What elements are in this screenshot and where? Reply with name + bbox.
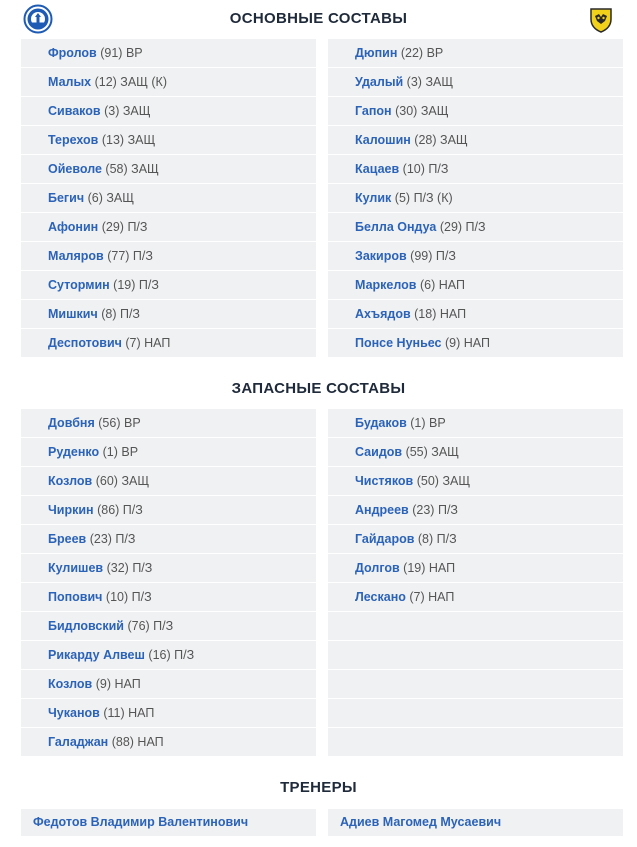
player-name-link[interactable]: Козлов	[48, 677, 93, 691]
player-number: (3)	[406, 75, 422, 89]
player-position: П/З	[115, 532, 136, 546]
player-number: (56)	[98, 416, 121, 430]
player-position: П/З	[132, 561, 153, 575]
player-position: П/З	[122, 503, 143, 517]
player-position: НАП	[428, 561, 456, 575]
player-position: НАП	[439, 307, 467, 321]
player-number: (11)	[103, 706, 125, 720]
player-name-link[interactable]: Попович	[48, 590, 103, 604]
player-position: ЗАЩ	[131, 162, 159, 176]
player-row	[328, 68, 623, 97]
player-name-link[interactable]: Деспотович	[48, 336, 122, 350]
player-name-link[interactable]: Чиркин	[48, 503, 94, 517]
player-name-link[interactable]: Закиров	[355, 249, 407, 263]
player-number: (28)	[414, 133, 437, 147]
player-number: (30)	[395, 104, 418, 118]
player-row	[328, 271, 623, 300]
away-starters-list	[328, 39, 623, 358]
player-name-link[interactable]: Кулишев	[48, 561, 104, 575]
player-number: (3)	[104, 104, 120, 118]
player-position: ЗАЩ	[431, 445, 459, 459]
player-name-link[interactable]: Сиваков	[48, 104, 101, 118]
player-name-link[interactable]: Кулик	[355, 191, 392, 205]
player-number: (58)	[105, 162, 128, 176]
player-number: (6)	[87, 191, 103, 205]
player-number: (8)	[101, 307, 117, 321]
player-number: (10)	[402, 162, 425, 176]
player-row	[21, 329, 316, 358]
player-name-link[interactable]: Сутормин	[48, 278, 110, 292]
player-name-link[interactable]: Долгов	[355, 561, 400, 575]
empty-row	[328, 612, 623, 641]
player-number: (1)	[102, 445, 118, 459]
player-row	[21, 242, 316, 271]
player-row	[21, 583, 316, 612]
player-number: (86)	[97, 503, 120, 517]
player-number: (77)	[107, 249, 130, 263]
player-position: П/З	[127, 220, 148, 234]
player-position: ЗАЩ	[442, 474, 471, 488]
player-row	[328, 300, 623, 329]
player-row	[21, 155, 316, 184]
player-position: П/З	[132, 249, 153, 263]
player-name-link[interactable]: Андреев	[355, 503, 409, 517]
player-row	[21, 467, 316, 496]
player-name-link[interactable]: Козлов	[48, 474, 93, 488]
player-name-link[interactable]: Мишкич	[48, 307, 98, 321]
player-number: (1)	[410, 416, 426, 430]
player-name-link[interactable]: Терехов	[48, 133, 99, 147]
empty-row	[328, 699, 623, 728]
player-name-link[interactable]: Саидов	[355, 445, 403, 459]
player-row	[21, 97, 316, 126]
player-number: (18)	[414, 307, 437, 321]
player-name-link[interactable]: Фролов	[48, 46, 97, 60]
player-number: (12)	[94, 75, 117, 89]
player-number: (5)	[394, 191, 411, 205]
player-name-link[interactable]: Лескано	[355, 590, 406, 604]
player-number: (29)	[439, 220, 463, 234]
player-row	[21, 612, 316, 641]
player-name-link[interactable]: Довбня	[48, 416, 95, 430]
player-name-link[interactable]: Маляров	[48, 249, 104, 263]
player-name-link[interactable]: Маркелов	[355, 278, 417, 292]
player-position: П/З	[465, 220, 486, 234]
away-subs-list	[328, 409, 623, 757]
player-position: ЗАЩ	[127, 133, 156, 147]
empty-row	[328, 670, 623, 699]
player-number: (10)	[105, 590, 129, 604]
player-name-link[interactable]: Гапон	[355, 104, 392, 118]
subs-section-title: ЗАПАСНЫЕ СОСТАВЫ	[231, 380, 406, 397]
player-row	[328, 184, 623, 213]
player-row	[21, 213, 316, 242]
player-row	[21, 496, 316, 525]
player-name-link[interactable]: Малых	[48, 75, 92, 89]
player-row	[21, 68, 316, 97]
player-number: (13)	[101, 133, 125, 147]
player-name-link[interactable]: Галаджан	[48, 735, 109, 749]
player-row	[21, 670, 316, 699]
player-position: ВР	[426, 46, 444, 60]
player-number: (22)	[400, 46, 424, 60]
player-row	[21, 409, 316, 438]
player-name-link[interactable]: Будаков	[355, 416, 407, 430]
player-row	[21, 728, 316, 757]
player-row	[21, 525, 316, 554]
player-position: П/З	[435, 249, 456, 263]
player-position: ВР	[121, 445, 139, 459]
coaches-section-title: ТРЕНЕРЫ	[280, 779, 357, 796]
player-row	[328, 409, 623, 438]
player-name-link[interactable]: Гайдаров	[355, 532, 415, 546]
player-name-link[interactable]: Бегич	[48, 191, 85, 205]
player-number: (32)	[106, 561, 129, 575]
player-number: (7)	[125, 336, 141, 350]
player-row	[21, 554, 316, 583]
player-row	[328, 554, 623, 583]
player-number: (23)	[412, 503, 435, 517]
player-name-link[interactable]: Понсе Нуньес	[355, 336, 442, 350]
player-name-link[interactable]: Дюпин	[355, 46, 398, 60]
player-row	[328, 126, 623, 155]
player-position: ВР	[123, 416, 141, 430]
player-name-link[interactable]: Руденко	[48, 445, 100, 459]
player-row	[328, 467, 623, 496]
home-coach-link[interactable]: Федотов Владимир Валентинович	[21, 809, 316, 836]
player-position: ЗАЩ	[440, 133, 468, 147]
player-number: (99)	[410, 249, 433, 263]
player-position: ЗАЩ	[425, 75, 454, 89]
player-position: НАП	[438, 278, 465, 292]
player-name-link[interactable]: Чуканов	[48, 706, 100, 720]
player-row	[328, 39, 623, 68]
player-number: (76)	[127, 619, 150, 633]
home-starters-list	[21, 39, 316, 358]
player-position: НАП	[128, 706, 155, 720]
player-row	[21, 300, 316, 329]
player-row	[328, 97, 623, 126]
player-name-link[interactable]: Ахъядов	[355, 307, 411, 321]
player-row	[328, 242, 623, 271]
player-position: П/З	[119, 307, 140, 321]
player-position: НАП	[428, 590, 455, 604]
player-row	[21, 699, 316, 728]
player-name-link[interactable]: Бидловский	[48, 619, 124, 633]
player-position: ВР	[125, 46, 143, 60]
player-row	[328, 496, 623, 525]
player-number: (9)	[95, 677, 112, 691]
player-number: (50)	[416, 474, 439, 488]
player-number: (23)	[89, 532, 112, 546]
player-position: П/З	[428, 162, 449, 176]
player-name-link[interactable]: Афонин	[48, 220, 99, 234]
player-name-link[interactable]: Ойеволе	[48, 162, 102, 176]
away-coach-link[interactable]: Адиев Магомед Мусаевич	[328, 809, 623, 836]
player-position: НАП	[144, 336, 171, 350]
player-row	[21, 39, 316, 68]
player-position: П/З	[174, 648, 195, 662]
player-number: (19)	[113, 278, 136, 292]
player-number: (29)	[101, 220, 124, 234]
player-position: П/З (К)	[413, 191, 453, 205]
player-position: П/З	[153, 619, 174, 633]
player-name-link[interactable]: Удалый	[355, 75, 404, 89]
player-number: (9)	[444, 336, 461, 350]
player-position: НАП	[114, 677, 141, 691]
home-subs-list	[21, 409, 316, 757]
player-name-link[interactable]: Рикарду Алвеш	[48, 648, 145, 662]
player-number: (8)	[417, 532, 434, 546]
player-name-link[interactable]: Калошин	[355, 133, 411, 147]
player-row	[21, 271, 316, 300]
player-row	[328, 213, 623, 242]
player-row	[328, 438, 623, 467]
player-position: ЗАЩ (К)	[120, 75, 167, 89]
player-row	[328, 525, 623, 554]
player-row	[21, 184, 316, 213]
player-position: П/З	[437, 503, 458, 517]
player-position: П/З	[131, 590, 152, 604]
player-name-link[interactable]: Кацаев	[355, 162, 400, 176]
player-position: П/З	[138, 278, 159, 292]
player-position: ВР	[429, 416, 446, 430]
player-number: (88)	[111, 735, 134, 749]
player-number: (55)	[405, 445, 428, 459]
starters-section-title: ОСНОВНЫЕ СОСТАВЫ	[229, 10, 408, 27]
player-row	[21, 126, 316, 155]
player-position: ЗАЩ	[122, 104, 151, 118]
player-position: ЗАЩ	[106, 191, 134, 205]
player-name-link[interactable]: Чистяков	[355, 474, 414, 488]
player-number: (91)	[100, 46, 123, 60]
player-number: (16)	[148, 648, 171, 662]
player-row	[328, 155, 623, 184]
player-position: ЗАЩ	[121, 474, 150, 488]
player-position: ЗАЩ	[420, 104, 449, 118]
player-row	[21, 641, 316, 670]
player-number: (6)	[419, 278, 436, 292]
empty-row	[328, 641, 623, 670]
empty-row	[328, 728, 623, 757]
player-number: (7)	[409, 590, 425, 604]
player-number: (60)	[95, 474, 118, 488]
player-row	[21, 438, 316, 467]
player-position: П/З	[436, 532, 457, 546]
player-name-link[interactable]: Бреев	[48, 532, 87, 546]
player-number: (19)	[403, 561, 426, 575]
player-row	[328, 583, 623, 612]
player-row	[328, 329, 623, 358]
player-position: НАП	[463, 336, 490, 350]
player-position: НАП	[137, 735, 164, 749]
player-name-link[interactable]: Белла Ондуа	[355, 220, 437, 234]
